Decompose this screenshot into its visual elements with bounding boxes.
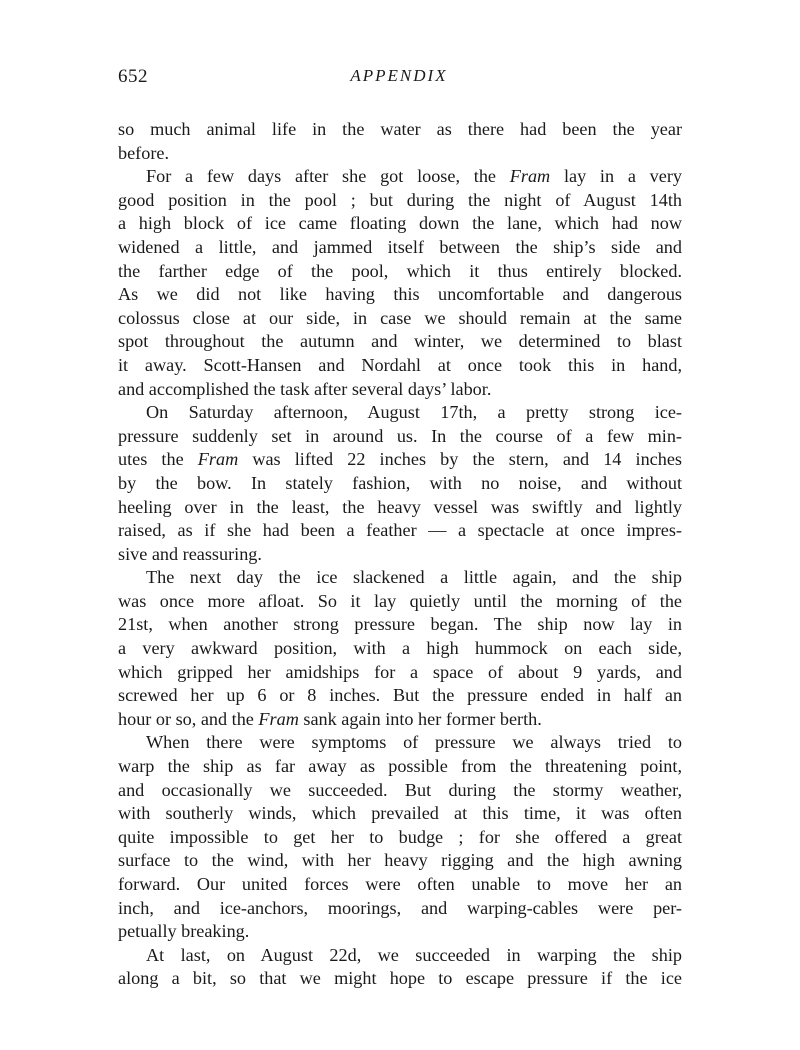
text-line: the farther edge of the pool, which it thus entirely blocked. xyxy=(118,260,682,281)
text-line: along a bit, so that we might hope to escape pressure if the ice xyxy=(118,968,682,989)
text-line: At last, on August 22d, we succeeded in warping the ship xyxy=(146,944,682,965)
text-line: sive and reassuring. xyxy=(118,543,262,564)
text-line: screwed her up 6 or 8 inches. But the pressure ended in half an xyxy=(118,685,682,706)
text-line: hour or so, and the Fram sank again into her former berth. xyxy=(118,708,542,729)
text-line: which gripped her amidships for a space of about 9 yards, and xyxy=(118,661,682,682)
text-line: spot throughout the autumn and winter, we determined to blast xyxy=(118,331,682,352)
text-line: forward. Our united forces were often unable to move her an xyxy=(118,874,682,894)
text-line: warp the ship as far away as possible from the threatening point, xyxy=(118,756,682,777)
text-line: a very awkward position, with a high hummock on each side, xyxy=(118,638,682,659)
text-line: and occasionally we succeeded. But during the stormy weather, xyxy=(118,779,682,800)
paragraph xyxy=(118,165,682,401)
text-line: pressure suddenly set in around us. In the course of a few min- xyxy=(118,425,682,446)
text-line: and accomplished the task after several days’ labor. xyxy=(118,378,492,399)
italic-ship-name: Fram xyxy=(197,449,239,470)
text-line: widened a little, and jammed itself between the ship’s side and xyxy=(118,236,682,257)
text-line: When there were symptoms of pressure we always tried to xyxy=(146,732,682,753)
text-line: quite impossible to get her to budge ; for she offered a great xyxy=(118,826,682,847)
text-line: raised, as if she had been a feather — a spectacle at once impres- xyxy=(118,520,682,541)
text-line: surface to the wind, with her heavy rigging and the high awning xyxy=(118,850,682,871)
paragraph xyxy=(118,944,682,991)
text-line: so much animal life in the water as there had been the year xyxy=(118,119,682,139)
text-line: with southerly winds, which prevailed at this time, it was often xyxy=(118,803,682,824)
text-line: For a few days after she got loose, the Fram lay in a very xyxy=(146,166,682,187)
running-title: APPENDIX xyxy=(350,66,448,85)
text-line: by the bow. In stately fashion, with no noise, and without xyxy=(118,472,682,493)
italic-ship-name: Fram xyxy=(509,166,551,187)
page-number: 652 xyxy=(118,66,148,87)
text-line: a high block of ice came floating down the lane, which had now xyxy=(118,213,682,234)
text-line: On Saturday afternoon, August 17th, a pretty strong ice- xyxy=(146,402,682,423)
paragraph xyxy=(118,566,682,731)
text-line: As we did not like having this uncomfortable and dangerous xyxy=(118,284,682,305)
italic-ship-name: Fram xyxy=(258,708,299,729)
text-line: was once more afloat. So it lay quietly until the morning of the xyxy=(118,590,682,611)
paragraph xyxy=(118,401,682,566)
text-line: 21st, when another strong pressure began. The ship now lay in xyxy=(118,614,682,635)
text-line: The next day the ice slackened a little again, and the ship xyxy=(146,567,682,588)
text-line: utes the Fram was lifted 22 inches by the stern, and 14 inches xyxy=(118,449,682,470)
paragraph xyxy=(118,118,682,165)
running-head xyxy=(118,66,680,96)
text-line: heeling over in the least, the heavy vessel was swiftly and lightly xyxy=(118,496,682,517)
body-text xyxy=(118,118,682,991)
text-line: before. xyxy=(118,142,169,163)
text-line: good position in the pool ; but during the night of August 14th xyxy=(118,189,682,210)
paragraph xyxy=(118,731,682,943)
text-line: colossus close at our side, in case we should remain at the same xyxy=(118,307,682,328)
text-line: petually breaking. xyxy=(118,921,250,942)
text-line: inch, and ice-anchors, moorings, and warping-cables were per- xyxy=(118,897,682,918)
text-line: it away. Scott-Hansen and Nordahl at once took this in hand, xyxy=(118,354,682,375)
